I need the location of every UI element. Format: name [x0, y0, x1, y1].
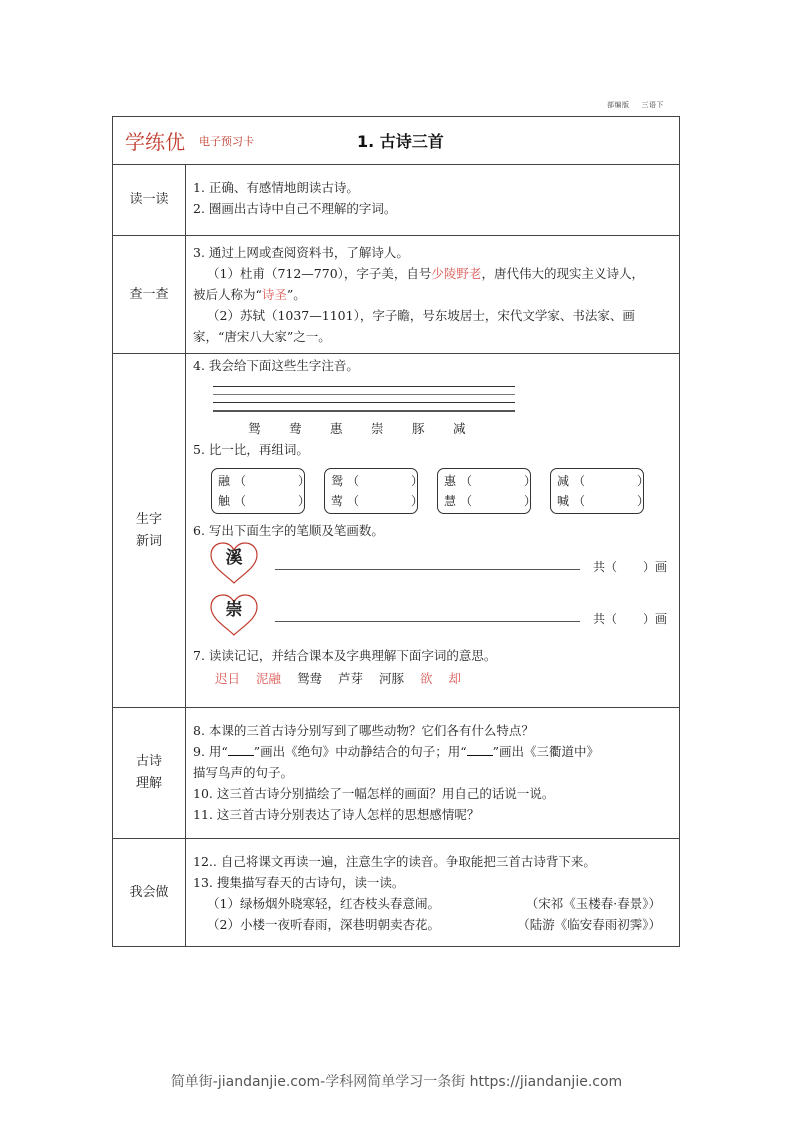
pinyin-char: 崇 [371, 421, 384, 436]
section-label [113, 708, 186, 838]
section-content [186, 236, 679, 353]
task-item: 1. 正确、有感情地朗读古诗。 [193, 180, 359, 195]
task-item: 4. 我会给下面这些生字注音。 [193, 358, 359, 373]
quote-text: （1）绿杨烟外晓寒轻，红杏枝头春意闹。 [207, 896, 440, 911]
compare-box [437, 468, 537, 514]
task-item: 8. 本课的三首古诗分别写到了哪些动物？它们各有什么特点？ [193, 723, 534, 738]
vocab-word: 河豚 [379, 671, 405, 686]
label-line: 生字 [135, 511, 162, 527]
pinyin-char: 鸯 [289, 421, 302, 436]
highlight-text: 诗圣 [261, 287, 287, 302]
section-content [186, 708, 679, 838]
label-line: 理解 [135, 776, 162, 791]
answer-blank[interactable]: （ [234, 494, 247, 508]
stroke-count [593, 557, 667, 578]
paren: ） [298, 474, 311, 488]
stroke-count [593, 609, 667, 630]
compare-boxes [211, 468, 671, 514]
compare-char: 莺 [331, 494, 344, 508]
text: ）画 [643, 612, 668, 626]
answer-blank[interactable]: （ [347, 494, 360, 508]
grade-label: 三语下 [641, 101, 664, 109]
section-poem-understanding [113, 708, 679, 839]
paren: ） [411, 494, 424, 508]
text: ”画出《绝句》中动静结合的句子；用“ [253, 744, 467, 759]
task-item: 5. 比一比，再组词。 [193, 442, 309, 457]
highlight-text: 少陵野老 [431, 266, 482, 281]
edition-label [607, 100, 664, 110]
answer-blank[interactable]: （ [573, 494, 586, 508]
section-label: 查一查 [113, 236, 186, 353]
poet-sushi-line1: （2）苏轼（1037—1101），字子瞻，号东坡居士，宋代文学家、书法家、画 [207, 308, 635, 323]
task-item-cont: 描写鸟声的句子。 [193, 765, 294, 780]
poem-quote [193, 893, 671, 914]
section-content [186, 165, 679, 235]
compare-char: 惠 [444, 474, 457, 488]
poet-sushi-line2: 家，“唐宋八大家”之一。 [193, 329, 331, 344]
compare-char: 慧 [444, 494, 457, 508]
brand-subtitle: 电子预习卡 [199, 135, 254, 148]
task-item [193, 741, 671, 762]
section-lookup [113, 236, 679, 354]
compare-char: 鸳 [331, 474, 344, 488]
poet-dufu-line1 [193, 263, 671, 284]
task-item: 13. 搜集描写春天的古诗句，读一读。 [193, 875, 405, 890]
section-content [186, 354, 679, 707]
card-header [113, 117, 679, 165]
stroke-answer-line[interactable] [275, 569, 580, 570]
compare-box [211, 468, 311, 514]
quote-text: （2）小楼一夜听春雨，深巷明朝卖杏花。 [207, 917, 440, 932]
section-read [113, 165, 679, 236]
lesson-title: 1. 古诗三首 [357, 132, 444, 151]
stroke-char: 溪 [225, 548, 243, 568]
vocab-word: 芦芽 [338, 671, 364, 686]
text: ）画 [643, 560, 668, 574]
pinyin-writing-lines[interactable] [213, 379, 515, 412]
underline-sample [467, 745, 493, 756]
task-item: 12.. 自己将课文再读一遍，注意生字的读音。争取能把三首古诗背下来。 [193, 854, 596, 869]
vocab-word: 却 [448, 671, 462, 686]
text: ”。 [286, 287, 306, 302]
section-label [113, 354, 186, 707]
stroke-char: 崇 [225, 600, 243, 620]
quote-source: （宋祁《玉楼春·春景》） [525, 896, 661, 911]
compare-char: 触 [218, 494, 231, 508]
pinyin-char: 惠 [330, 421, 343, 436]
stroke-order-row [193, 541, 671, 593]
poet-dufu-line2 [193, 284, 671, 305]
task-item: 6. 写出下面生字的笔顺及笔画数。 [193, 523, 384, 538]
text: 被后人称为“ [193, 287, 262, 302]
label-line: 古诗 [135, 754, 162, 769]
poem-quote [193, 914, 671, 935]
text: 共（ [593, 612, 618, 626]
pinyin-char: 豚 [412, 421, 425, 436]
text: ，唐代伟大的现实主义诗人， [481, 266, 644, 281]
section-i-can-do [113, 839, 679, 946]
paren: ） [637, 474, 650, 488]
paren: ） [524, 494, 537, 508]
task-item: 7. 读读记记，并结合课本及字典理解下面字词的意思。 [193, 648, 497, 663]
text: ”画出《三衢道中》 [492, 744, 599, 759]
answer-blank[interactable]: （ [460, 494, 473, 508]
task-item: 10. 这三首古诗分别描绘了一幅怎样的画面？用自己的话说一说。 [193, 786, 555, 801]
underline-sample [228, 745, 254, 756]
answer-blank[interactable]: （ [573, 474, 586, 488]
compare-char: 减 [557, 474, 570, 488]
text: （1）杜甫（712—770），字子美，自号 [207, 266, 432, 281]
task-item: 11. 这三首古诗分别表达了诗人怎样的思想感情呢？ [193, 807, 480, 822]
pinyin-char: 鸳 [248, 421, 261, 436]
answer-blank[interactable]: （ [234, 474, 247, 488]
task-item: 2. 圈画出古诗中自己不理解的字词。 [193, 201, 397, 216]
paren: ） [637, 494, 650, 508]
section-content [186, 839, 679, 946]
label-line: 新词 [135, 533, 162, 549]
quote-source: （陆游《临安春雨初霁》） [517, 917, 661, 932]
paren: ） [524, 474, 537, 488]
text: 9. 用“ [193, 744, 228, 759]
paren: ） [411, 474, 424, 488]
answer-blank[interactable]: （ [347, 474, 360, 488]
section-label: 我会做 [113, 839, 186, 946]
stroke-answer-line[interactable] [275, 621, 580, 622]
vocab-word: 鸳鸯 [297, 671, 323, 686]
vocab-word: 欲 [420, 671, 433, 686]
paren: ） [298, 494, 311, 508]
stroke-order-row [193, 593, 671, 645]
preview-card [112, 116, 680, 947]
compare-char: 喊 [557, 494, 570, 508]
text: 共（ [593, 560, 618, 574]
brand-logo: 学练优 [125, 130, 185, 154]
vocab-word: 泥融 [256, 671, 282, 686]
vocab-words [193, 668, 671, 689]
task-item: 3. 通过上网或查阅资料书，了解诗人。 [193, 245, 409, 260]
vocab-word: 迟日 [215, 671, 241, 686]
compare-char: 融 [218, 474, 231, 488]
section-label: 读一读 [113, 165, 186, 235]
heart-icon [208, 593, 260, 637]
compare-box [324, 468, 424, 514]
publisher-label: 部编版 [607, 101, 630, 109]
answer-blank[interactable]: （ [460, 474, 473, 488]
section-new-words [113, 354, 679, 708]
pinyin-char: 减 [453, 421, 466, 436]
heart-icon [208, 541, 260, 585]
compare-box [550, 468, 650, 514]
watermark-footer: 简单街-jiandanjie.com-学科网简单学习一条街 https://jiandanjie.com [170, 1074, 623, 1090]
pinyin-chars [248, 418, 671, 439]
